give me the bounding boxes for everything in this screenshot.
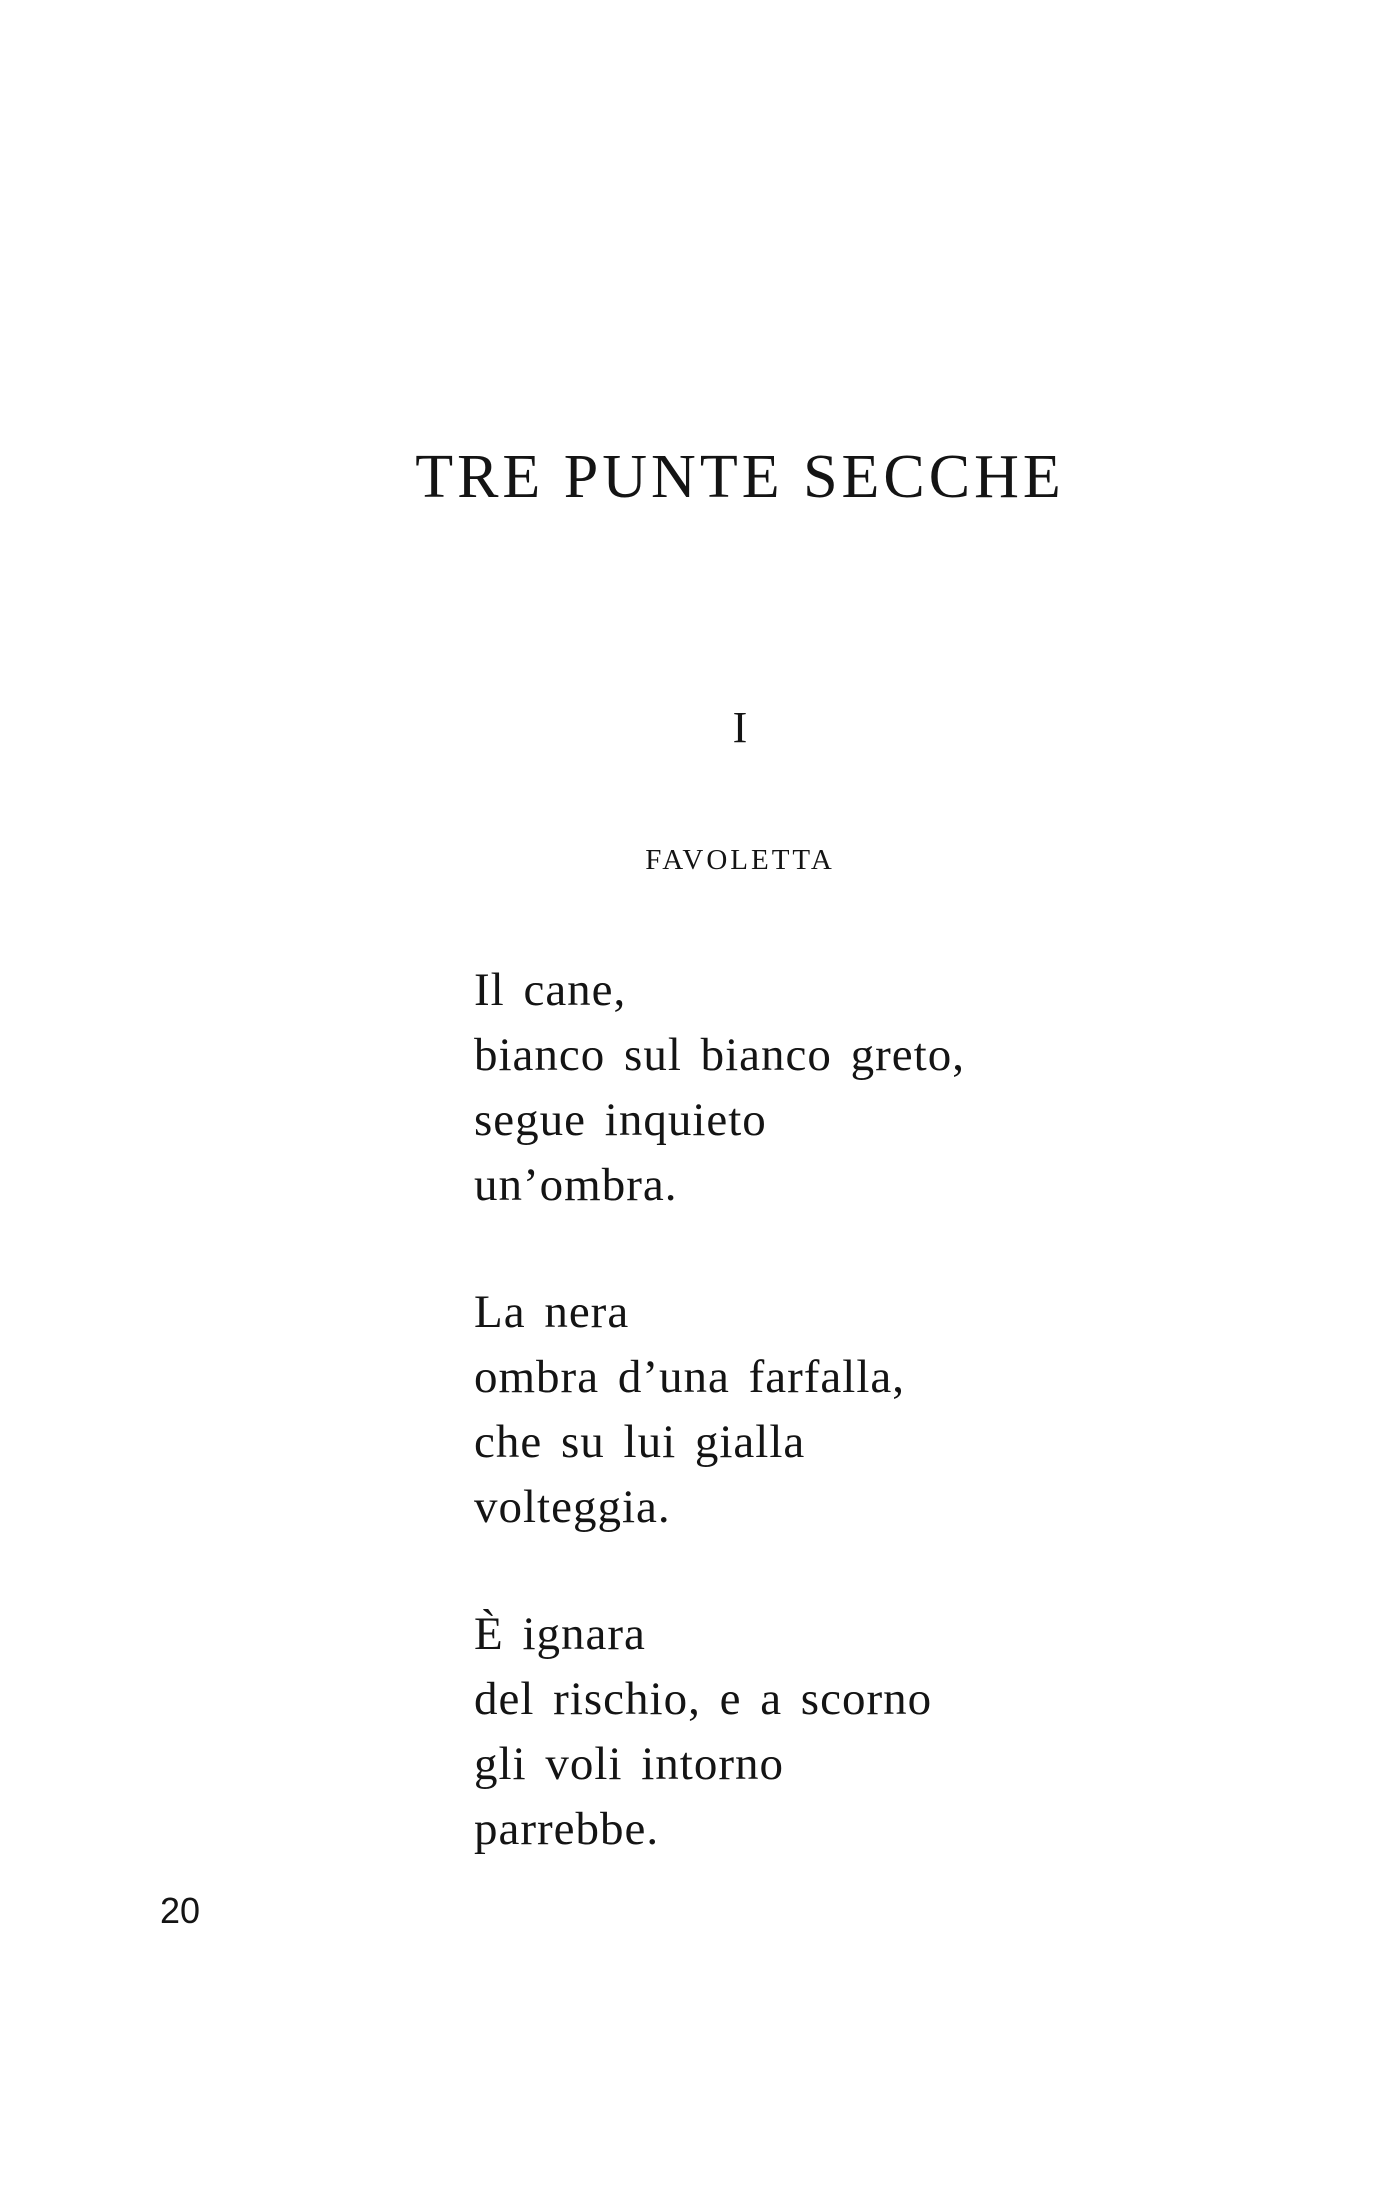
poem-title: FAVOLETTA (645, 844, 835, 876)
poem-line: che su lui gialla (474, 1416, 806, 1468)
poem-line: un’ombra. (474, 1159, 678, 1211)
poem-line: gli voli intorno (474, 1738, 784, 1790)
poem-line: La nera (474, 1286, 630, 1338)
poem-line: parrebbe. (474, 1803, 660, 1855)
poem-line: del rischio, e a scorno (474, 1673, 933, 1725)
section-numeral: I (732, 703, 748, 752)
poem-line: Il cane, (474, 964, 627, 1016)
page-number: 20 (160, 1890, 201, 1931)
poem-line: ombra d’una farfalla, (474, 1351, 905, 1403)
poem-body (474, 958, 965, 1924)
poem-line: volteggia. (474, 1481, 671, 1533)
page-title: TRE PUNTE SECCHE (415, 443, 1065, 511)
stanza-1 (474, 958, 965, 1218)
poem-line: È ignara (474, 1608, 646, 1660)
stanza-3 (474, 1602, 965, 1862)
poem-line: segue inquieto (474, 1094, 767, 1146)
stanza-2 (474, 1280, 965, 1540)
poem-line: bianco sul bianco greto, (474, 1029, 965, 1081)
